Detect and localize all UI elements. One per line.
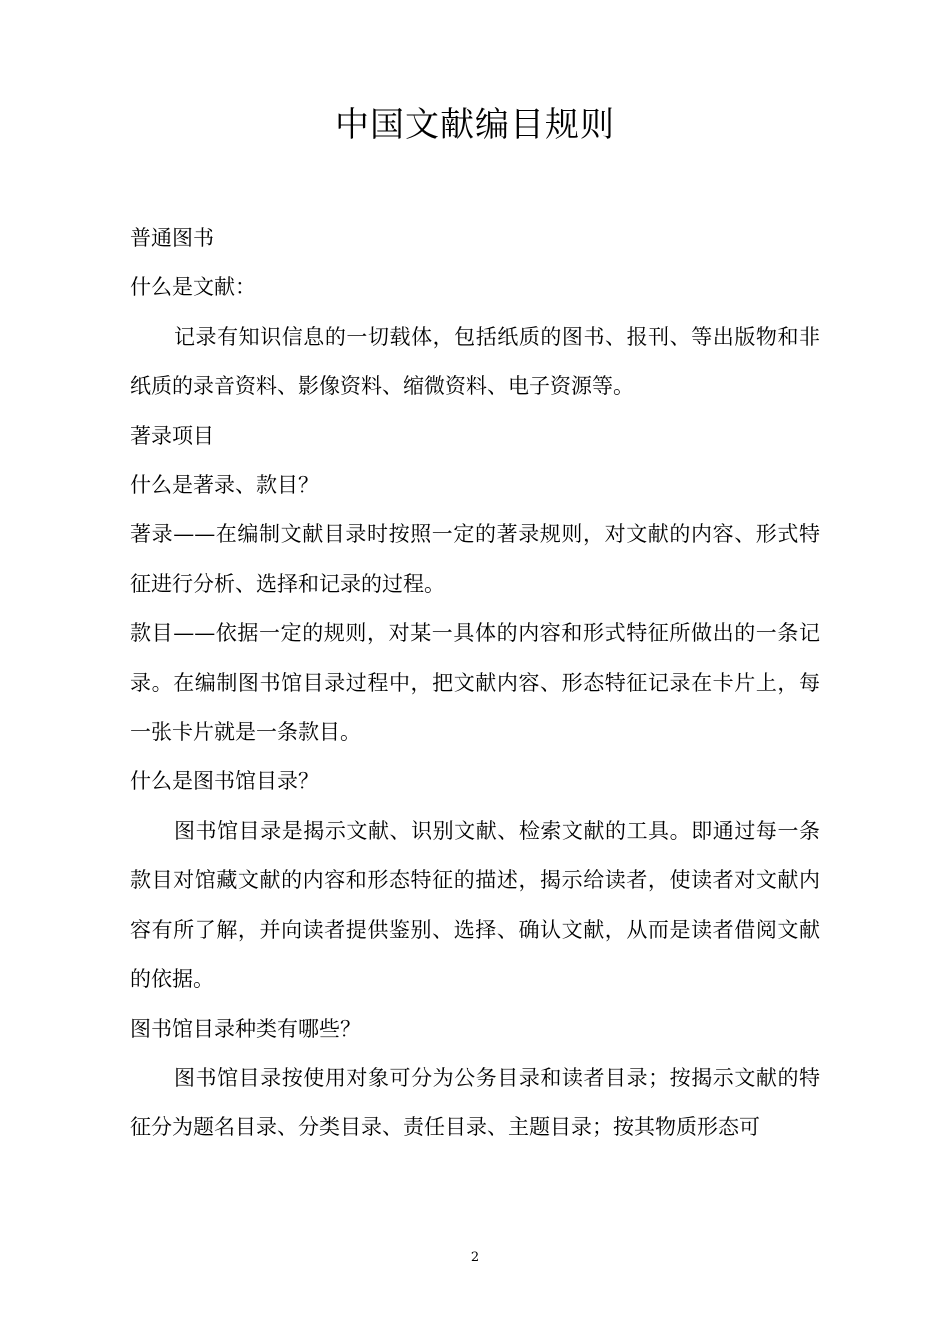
paragraph: 款目——依据一定的规则，对某一具体的内容和形式特征所做出的一条记录。在编制图书馆目录过程中，把文献内容、形态特征记录在卡片上，每一张卡片就是一条款目。 bbox=[130, 621, 820, 745]
paragraph: 著录——在编制文献目录时按照一定的著录规则，对文献的内容、形式特征进行分析、选择和记录的过程。 bbox=[130, 522, 820, 596]
paragraph: 普通图书 bbox=[130, 226, 214, 250]
paragraph: 什么是图书馆目录？ bbox=[130, 769, 319, 794]
paragraph: 什么是文献： bbox=[130, 275, 256, 300]
paragraph: 著录项目 bbox=[130, 423, 214, 448]
paragraph: 图书馆目录种类有哪些？ bbox=[130, 1016, 361, 1041]
paragraph: 什么是著录、款目？ bbox=[130, 473, 319, 498]
paragraph: 记录有知识信息的一切载体，包括纸质的图书、报刊、等出版物和非纸质的录音资料、影像资料、缩微资料、电子资源等。 bbox=[130, 324, 820, 399]
paragraph: 图书馆目录按使用对象可分为公务目录和读者目录；按揭示文献的特征分为题名目录、分类目录、责任目录、主题目录；按其物质形态可 bbox=[130, 1065, 820, 1140]
page-number: 2 bbox=[470, 1250, 480, 1265]
paragraph: 图书馆目录是揭示文献、识别文献、检索文献的工具。即通过每一条款目对馆藏文献的内容和形态特征的描述，揭示给读者，使读者对文献内容有所了解，并向读者提供鉴别、选择、确认文献，从而是读者借阅文献的依据。 bbox=[130, 818, 820, 992]
document-title: 中国文献编目规则 bbox=[335, 105, 615, 145]
document-body bbox=[130, 214, 820, 1153]
